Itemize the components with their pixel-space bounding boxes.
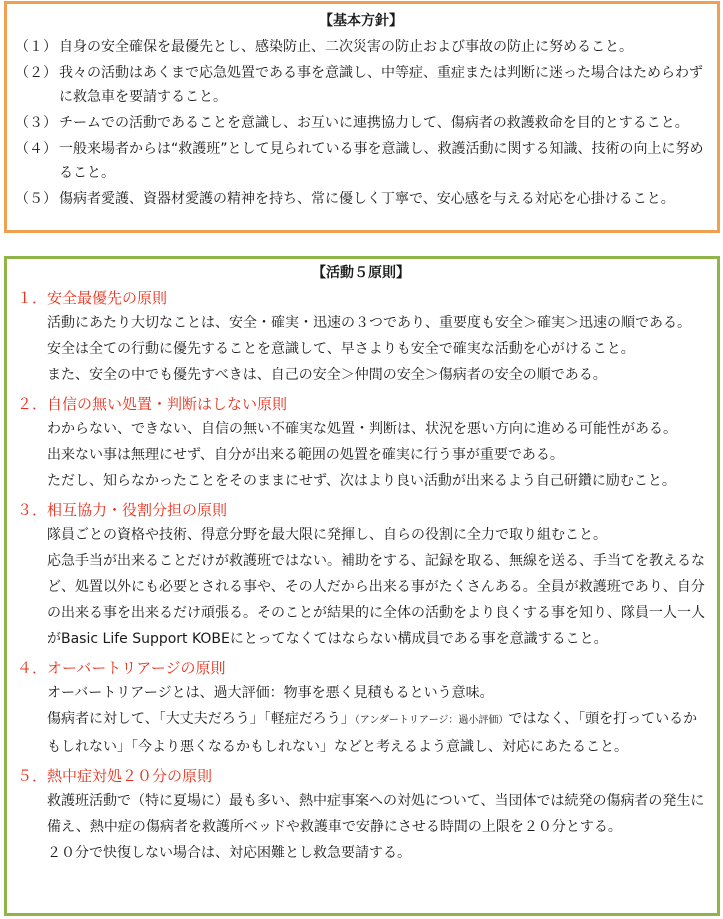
principle-title: 熱中症対処２０分の原則 <box>47 767 213 785</box>
principle-paragraph: 隊員ごとの資格や技術、得意分野を最大限に発揮し、自らの役割に全力で取り組むこと。 <box>47 527 607 543</box>
principle-section <box>17 499 705 652</box>
under-triage-note: （アンダートリアージ：過小評価） <box>354 715 509 726</box>
principle-paragraph: 応急手当が出来ることだけが救護班ではない。補助をする、記録を取る、無線を送る、手当てを教えるなど、処置以外にも必要とされる事や、その人だから出来る事がたくさんある。全員が救護班であり、自分の出来る事を出来るだけ頑張る。そのことが結果的に全体の活動をより良くする事を知り、隊員一人一人がBasic Life Support KOBEにとってなくてはならない構成員である事を意識すること。 <box>47 553 705 647</box>
principle-paragraph: また、安全の中でも優先すべきは、自己の安全＞仲間の安全＞傷病者の安全の順である。 <box>47 367 607 383</box>
policy-number: （４） <box>15 141 57 157</box>
principle-section <box>17 393 705 494</box>
principle-heading <box>17 287 705 309</box>
principle-number: ４． <box>17 659 48 677</box>
principle-title: 自信の無い処置・判断はしない原則 <box>47 395 288 413</box>
policy-text: 傷病者愛護、資器材愛護の精神を持ち、常に優しく丁寧で、安心感を与える対応を心掛けること。 <box>59 191 675 207</box>
policy-item <box>15 137 707 185</box>
principle-number: ２． <box>17 395 48 413</box>
principle-paragraph: 活動にあたり大切なことは、安全・確実・迅速の３つであり、重要度も安全＞確実＞迅速の順である。 <box>47 315 691 331</box>
policy-item <box>15 111 707 135</box>
principle-title: 相互協力・役割分担の原則 <box>47 501 228 519</box>
policy-item <box>15 35 707 59</box>
principle-number: ５． <box>17 767 48 785</box>
principles-title: 【活動５原則】 <box>312 265 410 281</box>
principle-section <box>17 287 705 388</box>
policy-number: （３） <box>15 115 57 131</box>
principle-body <box>17 310 705 388</box>
principle-heading <box>17 393 705 415</box>
principle-body <box>17 416 705 494</box>
policy-number: （５） <box>15 191 57 207</box>
principle-title: 安全最優先の原則 <box>47 289 168 307</box>
principle-paragraph: ただし、知らなかったことをそのままにせず、次はより良い活動が出来るよう自己研鑽に励むこと。 <box>47 473 676 489</box>
principle-section <box>17 765 705 866</box>
policy-text: 我々の活動はあくまで応急処置である事を意識し、中等症、重症または判断に迷った場合はためらわずに救急車を要請すること。 <box>59 65 703 105</box>
principle-heading <box>17 499 705 521</box>
principle-paragraph: 救護班活動で（特に夏場に）最も多い、熱中症事案への対処について、当団体では続発の傷病者の発生に備え、熱中症の傷病者を救護所ベッドや救護車で安静にさせる時間の上限を２０分とする。 <box>47 793 705 835</box>
policy-item <box>15 61 707 109</box>
principle-body <box>17 680 705 760</box>
principle-heading <box>17 765 705 787</box>
policy-number: （２） <box>15 65 57 81</box>
principle-paragraph: ２０分で快復しない場合は、対応困難とし救急要請する。 <box>47 845 411 861</box>
principle-number: １． <box>17 289 48 307</box>
policy-text: 自身の安全確保を最優先とし、感染防止、二次災害の防止および事故の防止に努めること。 <box>59 39 633 55</box>
principle-heading <box>17 657 705 679</box>
principle-paragraph: 安全は全ての行動に優先することを意識して、早さよりも安全で確実な活動を心がけること。 <box>47 341 635 357</box>
principle-body <box>17 522 705 652</box>
policy-text: チームでの活動であることを意識し、お互いに連携協力して、傷病者の救護救命を目的とすること。 <box>59 115 689 131</box>
principle-number: ３． <box>17 501 48 519</box>
basic-policy-title: 【基本方針】 <box>319 13 403 29</box>
principle-section <box>17 657 705 760</box>
policy-item <box>15 187 707 211</box>
policy-number: （１） <box>15 39 57 55</box>
basic-policy-box <box>4 1 720 233</box>
principle-paragraph: オーバートリアージとは、過大評価：物事を悪く見積もるという意味。 <box>47 685 494 701</box>
principle-paragraph <box>47 706 705 760</box>
policy-text: 一般来場者からは“救護班”として見られている事を意識し、救護活動に関する知識、技術の向上に努めること。 <box>59 141 704 181</box>
principle-body <box>17 788 705 866</box>
principle-paragraph: わからない、できない、自信の無い不確実な処置・判断は、状況を悪い方向に進める可能性がある。 <box>47 421 677 437</box>
paragraph-text: 傷病者に対して、「大丈夫だろう」「軽症だろう」 <box>47 711 355 727</box>
paragraph-text: ではなく、「頭を打っているかもしれない」「今より悪くなるかもしれない」などと考えるよう意識し、対応にあたること。 <box>47 711 698 755</box>
principle-paragraph: 出来ない事は無理にせず、自分が出来る範囲の処置を確実に行う事が重要である。 <box>47 447 564 463</box>
activity-principles-box <box>4 256 720 916</box>
principle-title: オーバートリアージの原則 <box>47 659 226 677</box>
